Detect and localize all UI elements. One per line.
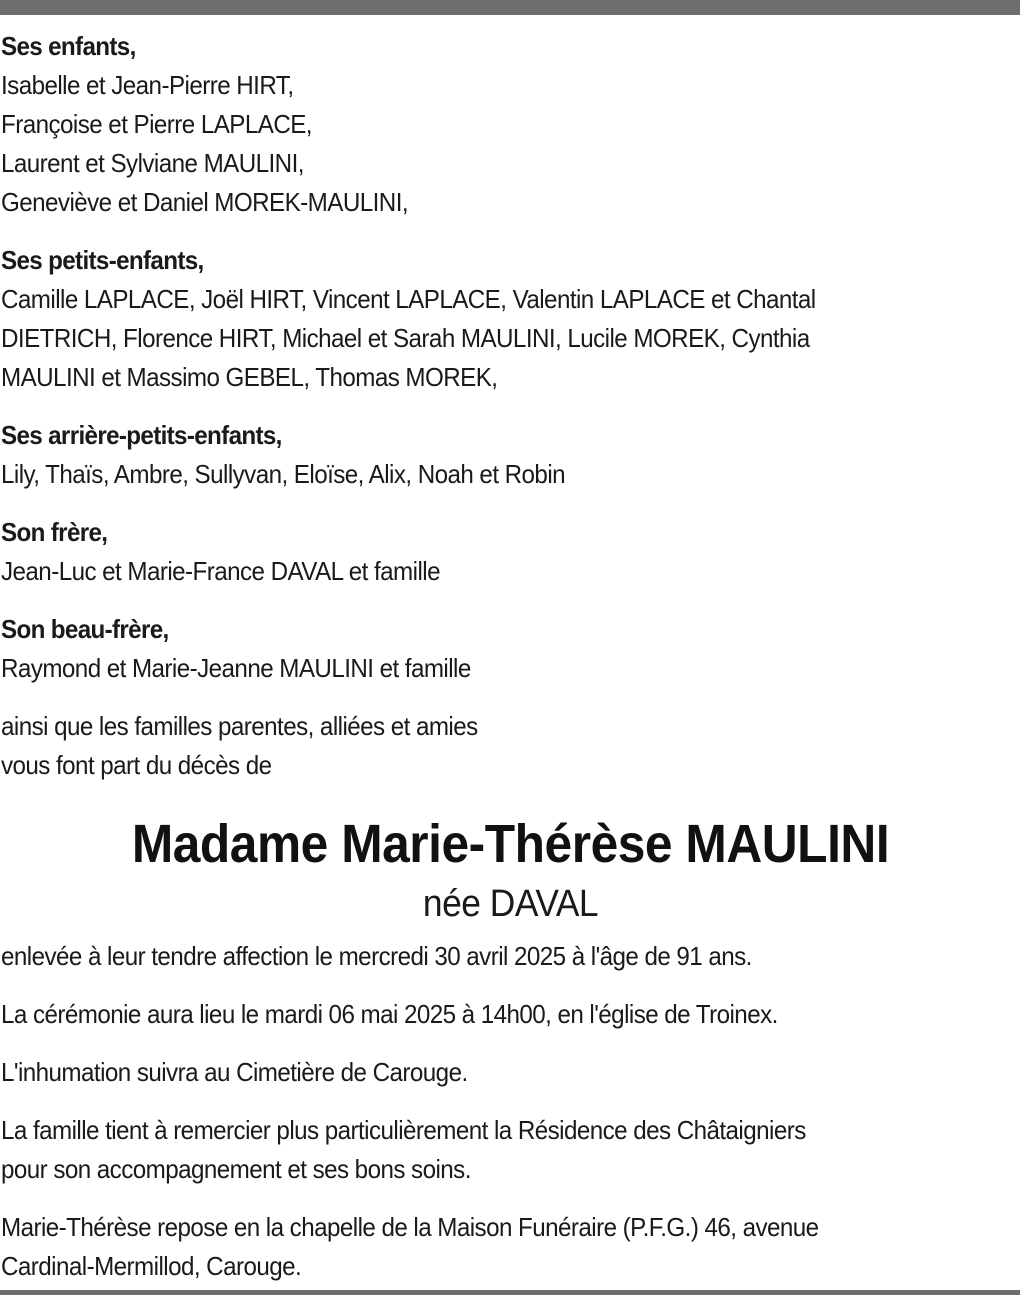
section-heading-grandchildren: Ses petits-enfants, <box>1 245 204 275</box>
children-line: Geneviève et Daniel MOREK-MAULINI, <box>1 187 409 217</box>
children-section <box>1 27 1020 222</box>
announcement-section <box>1 707 1020 785</box>
great-grandchildren-section <box>1 416 1020 494</box>
section-heading-brother-in-law: Son beau-frère, <box>1 614 169 644</box>
thanks-line: La famille tient à remercier plus particulièrement la Résidence des Châtaigniers <box>1 1115 806 1145</box>
grandchildren-line: MAULINI et Massimo GEBEL, Thomas MOREK, <box>1 362 498 392</box>
section-heading-brother: Son frère, <box>1 517 108 547</box>
announcement-line: ainsi que les familles parentes, alliées et amies <box>1 711 478 741</box>
brother-in-law-line: Raymond et Marie-Jeanne MAULINI et famille <box>1 653 471 683</box>
announcement-line: vous font part du décès de <box>1 750 272 780</box>
great-grandchildren-line: Lily, Thaïs, Ambre, Sullyvan, Eloïse, Alix, Noah et Robin <box>1 459 566 489</box>
section-heading-great-grandchildren: Ses arrière-petits-enfants, <box>1 420 282 450</box>
rest-line: Cardinal-Mermillod, Carouge. <box>1 1251 302 1281</box>
rest-section <box>1 1208 1020 1286</box>
grandchildren-line: Camille LAPLACE, Joël HIRT, Vincent LAPLACE, Valentin LAPLACE et Chantal <box>1 284 816 314</box>
thanks-line: pour son accompagnement et ses bons soins. <box>1 1154 471 1184</box>
brother-section <box>1 513 1020 591</box>
children-line: Françoise et Pierre LAPLACE, <box>1 109 312 139</box>
rest-line: Marie-Thérèse repose en la chapelle de la Maison Funéraire (P.F.G.) 46, avenue <box>1 1212 819 1242</box>
section-heading-children: Ses enfants, <box>1 31 136 61</box>
bottom-rule <box>0 1290 1020 1295</box>
deceased-birth-name: née DAVAL <box>422 883 599 925</box>
brother-line: Jean-Luc et Marie-France DAVAL et famille <box>1 556 440 586</box>
thanks-section <box>1 1111 1020 1189</box>
top-rule <box>0 0 1020 15</box>
obituary-notice <box>1 27 1020 1286</box>
ceremony-details: La cérémonie aura lieu le mardi 06 mai 2025 à 14h00, en l'église de Troinex. <box>1 999 778 1029</box>
children-line: Laurent et Sylviane MAULINI, <box>1 148 304 178</box>
grandchildren-line: DIETRICH, Florence HIRT, Michael et Sarah MAULINI, Lucile MOREK, Cynthia <box>1 323 810 353</box>
grandchildren-section <box>1 241 1020 397</box>
death-details: enlevée à leur tendre affection le mercredi 30 avril 2025 à l'âge de 91 ans. <box>1 941 752 971</box>
children-line: Isabelle et Jean-Pierre HIRT, <box>1 70 294 100</box>
burial-details: L'inhumation suivra au Cimetière de Carouge. <box>1 1057 468 1087</box>
brother-in-law-section <box>1 610 1020 688</box>
deceased-name: Madame Marie-Thérèse MAULINI <box>131 814 890 874</box>
